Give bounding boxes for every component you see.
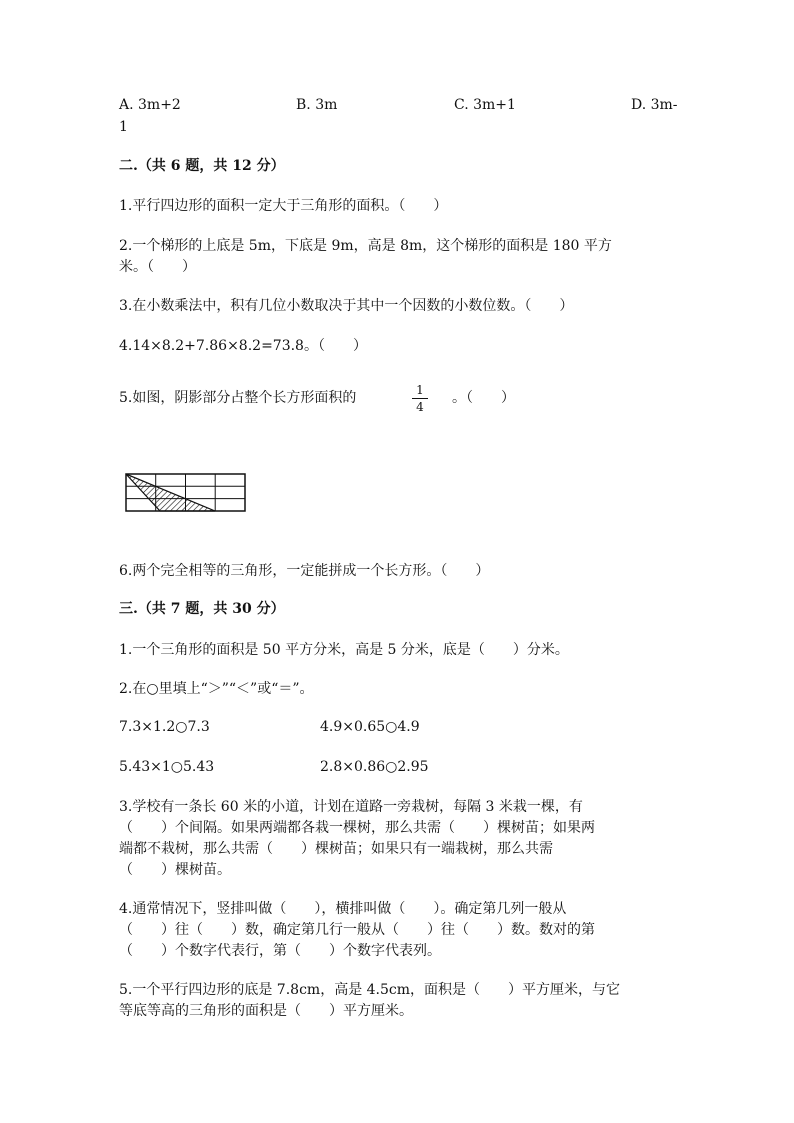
s3-question-2: 2.在○里填上“＞”“＜”或“＝”。: [119, 681, 314, 697]
choice-d-wrap: 1: [119, 119, 128, 135]
s2-question-2-line1: 2.一个梯形的上底是 5m，下底是 9m，高是 8m，这个梯形的面积是 180 平方: [119, 238, 612, 254]
rectangle-grid-figure: [124, 472, 248, 514]
s2-question-6: 6.两个完全相等的三角形，一定能拼成一个长方形。（ ）: [119, 563, 490, 579]
choice-a: A. 3m+2: [119, 97, 181, 113]
s3-question-3-line3: 端都不栽树，那么共需（ ）棵树苗；如果只有一端栽树，那么共需: [119, 841, 553, 857]
s3-question-3-line4: （ ）棵树苗。: [119, 862, 231, 878]
shaded-triangle: [126, 474, 215, 511]
s2-question-1: 1.平行四边形的面积一定大于三角形的面积。（ ）: [119, 198, 448, 214]
fraction-denominator: 4: [416, 400, 424, 414]
compare-cell: 4.9×0.65○4.9: [320, 719, 420, 735]
choice-b: B. 3m: [296, 97, 338, 113]
s3-question-4-line3: （ ）个数字代表行，第（ ）个数字代表列。: [119, 943, 441, 959]
compare-cell: 2.8×0.86○2.95: [320, 759, 429, 775]
s3-question-3-line1: 3.学校有一条长 60 米的小道，计划在道路一旁栽树，每隔 3 米栽一棵，有: [119, 799, 583, 815]
s2-question-4: 4.14×8.2+7.86×8.2=73.8。（ ）: [119, 338, 367, 354]
fraction-numerator: 1: [416, 383, 424, 397]
choice-c: C. 3m+1: [454, 97, 516, 113]
s3-question-4-line1: 4.通常情况下，竖排叫做（ ），横排叫做（ ）。确定第几列一般从: [119, 901, 567, 917]
compare-cell: 5.43×1○5.43: [119, 759, 215, 775]
s3-question-5-line2: 等底等高的三角形的面积是（ ）平方厘米。: [119, 1003, 413, 1019]
section3-heading: 三.（共 7 题，共 30 分）: [119, 601, 285, 617]
s3-question-5-line1: 5.一个平行四边形的底是 7.8cm，高是 4.5cm，面积是（ ）平方厘米，与它: [119, 982, 621, 998]
s2-question-5-tail: 。（ ）: [452, 390, 515, 406]
s2-question-3: 3.在小数乘法中，积有几位小数取决于其中一个因数的小数位数。（ ）: [119, 298, 574, 314]
s3-question-3-line2: （ ）个间隔。如果两端都各栽一棵树，那么共需（ ）棵树苗；如果两: [119, 820, 595, 836]
s2-question-2-line2: 米。（ ）: [119, 259, 196, 275]
s3-question-1: 1.一个三角形的面积是 50 平方分米，高是 5 分米，底是（ ）分米。: [119, 642, 569, 658]
fraction-bar: [412, 398, 428, 399]
s3-question-4-line2: （ ）往（ ）数，确定第几行一般从（ ）往（ ）数。数对的第: [119, 922, 595, 938]
choice-d: D. 3m-: [631, 97, 678, 113]
section2-heading: 二.（共 6 题，共 12 分）: [119, 158, 285, 174]
s2-question-5: 5.如图，阴影部分占整个长方形面积的: [119, 390, 357, 406]
compare-cell: 7.3×1.2○7.3: [119, 719, 210, 735]
fraction-one-quarter: [412, 383, 428, 414]
